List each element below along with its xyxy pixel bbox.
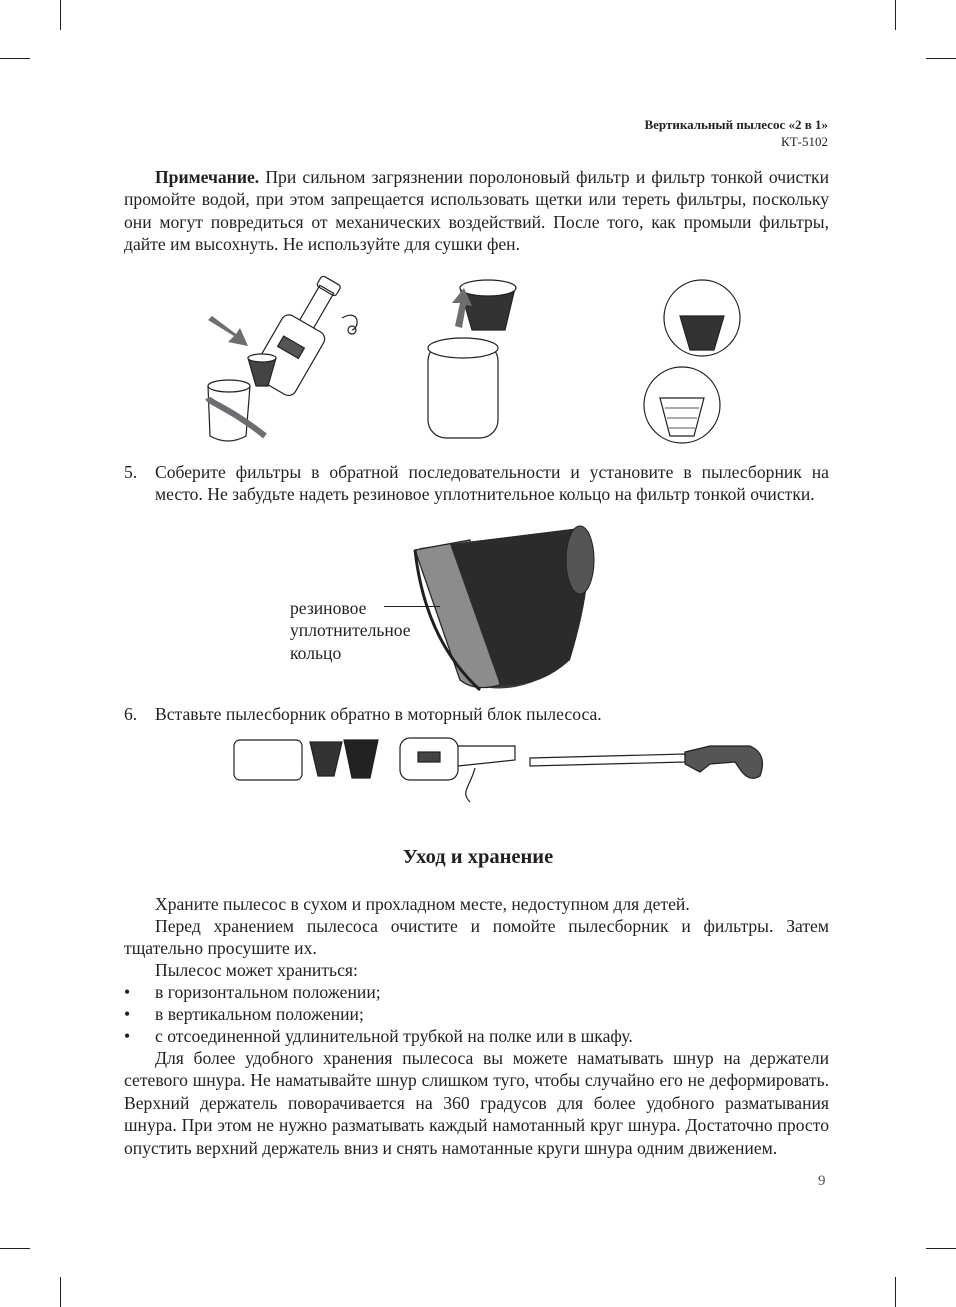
storage-p4: Для более удобного хранения пылесоса вы можете наматывать шнур на держатели сетевого шнура. Не наматывайте шнур слишком туго, чтобы случайно его не деформировать. Верхний держатель поворачивается на 360 градусов для более удобного разматывания шнура. При этом не нужно разматывать каждый намотанный круг шнура. Достаточно просто опустить верхний держатель вниз и снять намотанные круги шнура одним движением. (124, 1048, 829, 1158)
step-6-number: 6. (124, 704, 138, 724)
crop-mark (895, 1277, 896, 1307)
note-label: Примечание. (155, 167, 260, 187)
storage-p1: Храните пылесос в сухом и прохладном месте, недоступном для детей. (155, 894, 690, 914)
ring-label-line1: резиновое (290, 598, 367, 618)
header-model: КТ-5102 (781, 134, 828, 149)
note-paragraph (124, 166, 829, 256)
step-5-text: Соберите фильтры в обратной последовательности и установите в пылесборник на место. Не забудьте надеть резиновое уплотнительное кольцо на фильтр тонкой очистки. (155, 462, 829, 505)
crop-mark (926, 58, 956, 59)
section-title: Уход и хранение (402, 846, 554, 868)
vacuum-assembly-figure (230, 732, 775, 814)
ring-label-line3: кольцо (290, 642, 342, 663)
bullet-text: с отсоединенной удлинительной трубкой на полке или в шкафу. (155, 1026, 633, 1046)
crop-mark (0, 1248, 30, 1249)
running-header (644, 116, 828, 150)
crop-mark (926, 1248, 956, 1249)
filter-disassembly-figure (190, 258, 750, 448)
bullet-text: в вертикальном положении; (155, 1004, 364, 1024)
crop-mark (60, 0, 61, 30)
header-title: Вертикальный пылесос «2 в 1» (644, 117, 828, 132)
storage-p2: Перед хранением пылесоса очистите и помойте пылесборник и фильтры. Затем тщательно просушите их. (124, 916, 829, 959)
step-6 (124, 703, 829, 725)
storage-p3: Пылесос может храниться: (155, 960, 358, 980)
foam-filter-ring-figure (380, 520, 610, 698)
step-5 (124, 461, 829, 506)
step-5-number: 5. (124, 462, 138, 482)
ring-label-line2: уплотнительное (290, 620, 411, 641)
crop-mark (895, 0, 896, 30)
crop-mark (60, 1277, 61, 1307)
step-6-text: Вставьте пылесборник обратно в моторный блок пылесоса. (155, 704, 602, 724)
crop-mark (0, 58, 30, 59)
ring-label (290, 597, 411, 664)
page-number: 9 (818, 1173, 826, 1189)
note-text: При сильном загрязнении поролоновый фильтр и фильтр тонкой очистки промойте водой, при этом запрещается использовать щетки или тереть фильтры, поскольку они могут повредиться от механических воздействий. После того, как промыли фильтры, дайте им высохнуть. Не используйте для сушки фен. (124, 167, 829, 255)
bullet-text: в горизонтальном положении; (155, 982, 381, 1002)
